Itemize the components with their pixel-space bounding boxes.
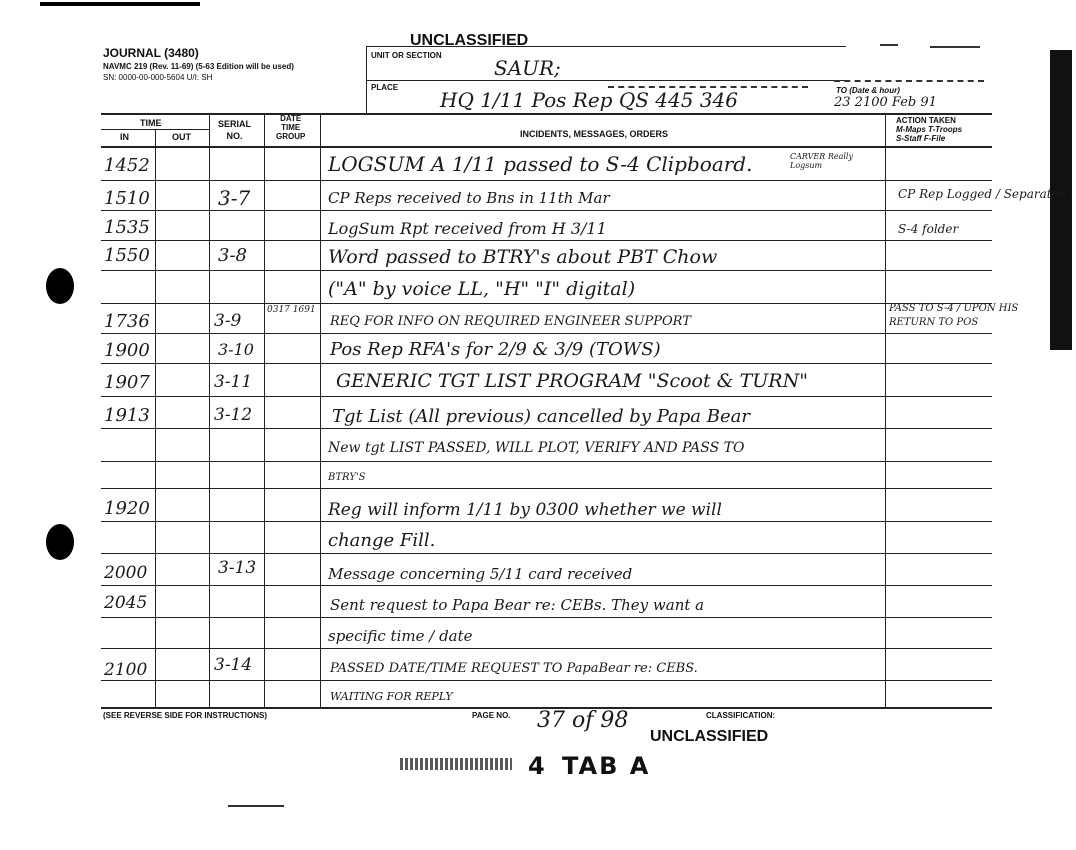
punch-hole [46,524,74,560]
row-time-in: 1550 [104,245,150,266]
col-in: IN [120,132,129,142]
row-text: BTRY'S [328,472,366,483]
row-text: ("A" by voice LL, "H" "I" digital) [328,278,636,300]
row-text: Word passed to BTRY's about PBT Chow [328,246,718,268]
row-time-in: 2100 [104,660,148,680]
stamp-smudge [400,758,512,770]
scan-mark-dash [930,46,980,48]
row-rule [101,428,992,429]
table-top-rule [101,113,992,115]
row-note: CARVER Really Logsum [790,152,853,170]
row-rule [101,363,992,364]
place-value: HQ 1/11 Pos Rep QS 445 346 [440,88,738,112]
row-text: LOGSUM A 1/11 passed to S-4 Clipboard. [328,152,753,176]
row-rule [101,333,992,334]
row-action: PASS TO S-4 / UPON HIS RETURN TO POS [889,303,1019,328]
punch-hole [46,268,74,304]
col-incidents: INCIDENTS, MESSAGES, ORDERS [520,129,669,139]
row-rule [101,680,992,681]
row-text: CP Reps received to Bns in 11th Mar [328,189,610,207]
row-time-in: 1907 [104,372,150,393]
col-action [896,116,962,143]
row-time-in: 2000 [104,563,148,583]
row-serial: 3-9 [214,311,242,331]
scan-mark-dash [880,44,898,46]
classification-label: CLASSIFICATION: [706,711,776,720]
row-text: New tgt LIST PASSED, WILL PLOT, VERIFY AND PASS TO [328,440,745,456]
row-rule [101,303,992,304]
col-dtg [276,114,305,141]
row-text: WAITING FOR REPLY [330,690,453,703]
unit-label: UNIT OR SECTION [371,51,442,60]
col-serial-line2: NO. [226,131,243,141]
place-box-top [366,80,846,81]
row-rule [101,648,992,649]
scan-mark [40,2,200,6]
row-serial: 3-10 [218,340,254,359]
row-text: change Fill. [328,530,436,551]
row-text: LogSum Rpt received from H 3/11 [328,219,607,238]
row-text: REQ FOR INFO ON REQUIRED ENGINEER SUPPORT [330,314,691,329]
row-rule [101,585,992,586]
row-action: CP Rep Logged / Separated [898,187,1067,201]
row-rule [101,617,992,618]
col-dtg-line2: TIME [281,123,301,132]
col-line-out [155,129,156,707]
row-rule [101,210,992,211]
row-serial: 3-12 [214,405,253,425]
to-value: 23 2100 Feb 91 [834,95,937,110]
col-action-line2: M-Maps T-Troops [896,125,963,134]
row-action: S-4 folder [898,222,959,236]
row-rule [101,521,992,522]
col-serial-line1: SERIAL [218,119,252,129]
form-number: NAVMC 219 (Rev. 11-69) (5-63 Edition will be used) [103,62,294,71]
row-time-in: 1736 [104,311,150,332]
classification-top: UNCLASSIFIED [410,32,529,49]
row-time-in: 1900 [104,340,150,361]
stamp-number: 4 [528,752,545,780]
row-time-in: 1452 [104,155,150,176]
row-time-in: 1535 [104,217,150,238]
row-time-in: 1510 [104,188,150,209]
row-text: Sent request to Papa Bear re: CEBs. They want a [330,596,705,614]
footer-instructions: (SEE REVERSE SIDE FOR INSTRUCTIONS) [103,711,268,720]
row-serial: 3-14 [214,655,253,675]
row-text: Pos Rep RFA's for 2/9 & 3/9 (TOWS) [330,339,661,360]
row-rule [101,461,992,462]
unit-value: SAUR; [494,56,561,80]
row-text: PASSED DATE/TIME REQUEST TO PapaBear re: CEBS. [330,661,698,676]
col-time: TIME [140,118,162,128]
row-rule [101,180,992,181]
row-time-in: 1920 [104,498,150,519]
stock-number: SN: 0000-00-000-5604 U/I: SH [103,73,213,82]
unit-box-top [366,46,846,47]
col-serial [218,118,251,142]
row-serial: 3-7 [218,186,251,210]
col-action-line1: ACTION TAKEN [896,116,956,125]
scan-mark-bottom [228,805,284,807]
row-time-in: 1913 [104,405,150,426]
table-header-rule [101,146,992,148]
row-text: Tgt List (All previous) cancelled by Papa Bear [332,406,750,427]
row-serial: 3-11 [214,372,253,392]
form-title: JOURNAL (3480) [103,46,199,60]
row-rule [101,270,992,271]
to-dash-line [834,80,984,82]
row-rule [101,553,992,554]
row-text: Reg will inform 1/11 by 0300 whether we will [328,500,722,520]
row-text: GENERIC TGT LIST PROGRAM "Scoot & TURN" [336,370,808,392]
row-rule [101,488,992,489]
row-rule [101,396,992,397]
row-serial: 3-8 [218,245,247,266]
row-dtg: 0317 1691 [267,305,316,315]
classification-bottom: UNCLASSIFIED [650,728,769,745]
col-out: OUT [172,132,191,142]
page-value: 37 of 98 [537,708,629,733]
page-label: PAGE NO. [472,711,511,720]
row-text: specific time / date [328,627,473,645]
row-serial: 3-13 [218,558,257,578]
row-time-in: 2045 [104,593,148,613]
stamp-tab: TAB A [562,752,651,780]
col-dtg-line1: DATE [280,114,302,123]
col-dtg-line3: GROUP [276,132,306,141]
to-label: TO (Date & hour) [836,86,900,95]
place-label: PLACE [371,83,399,92]
row-text: Message concerning 5/11 card received [328,565,633,583]
row-rule [101,240,992,241]
col-action-line3: S-Staff F-File [896,134,946,143]
